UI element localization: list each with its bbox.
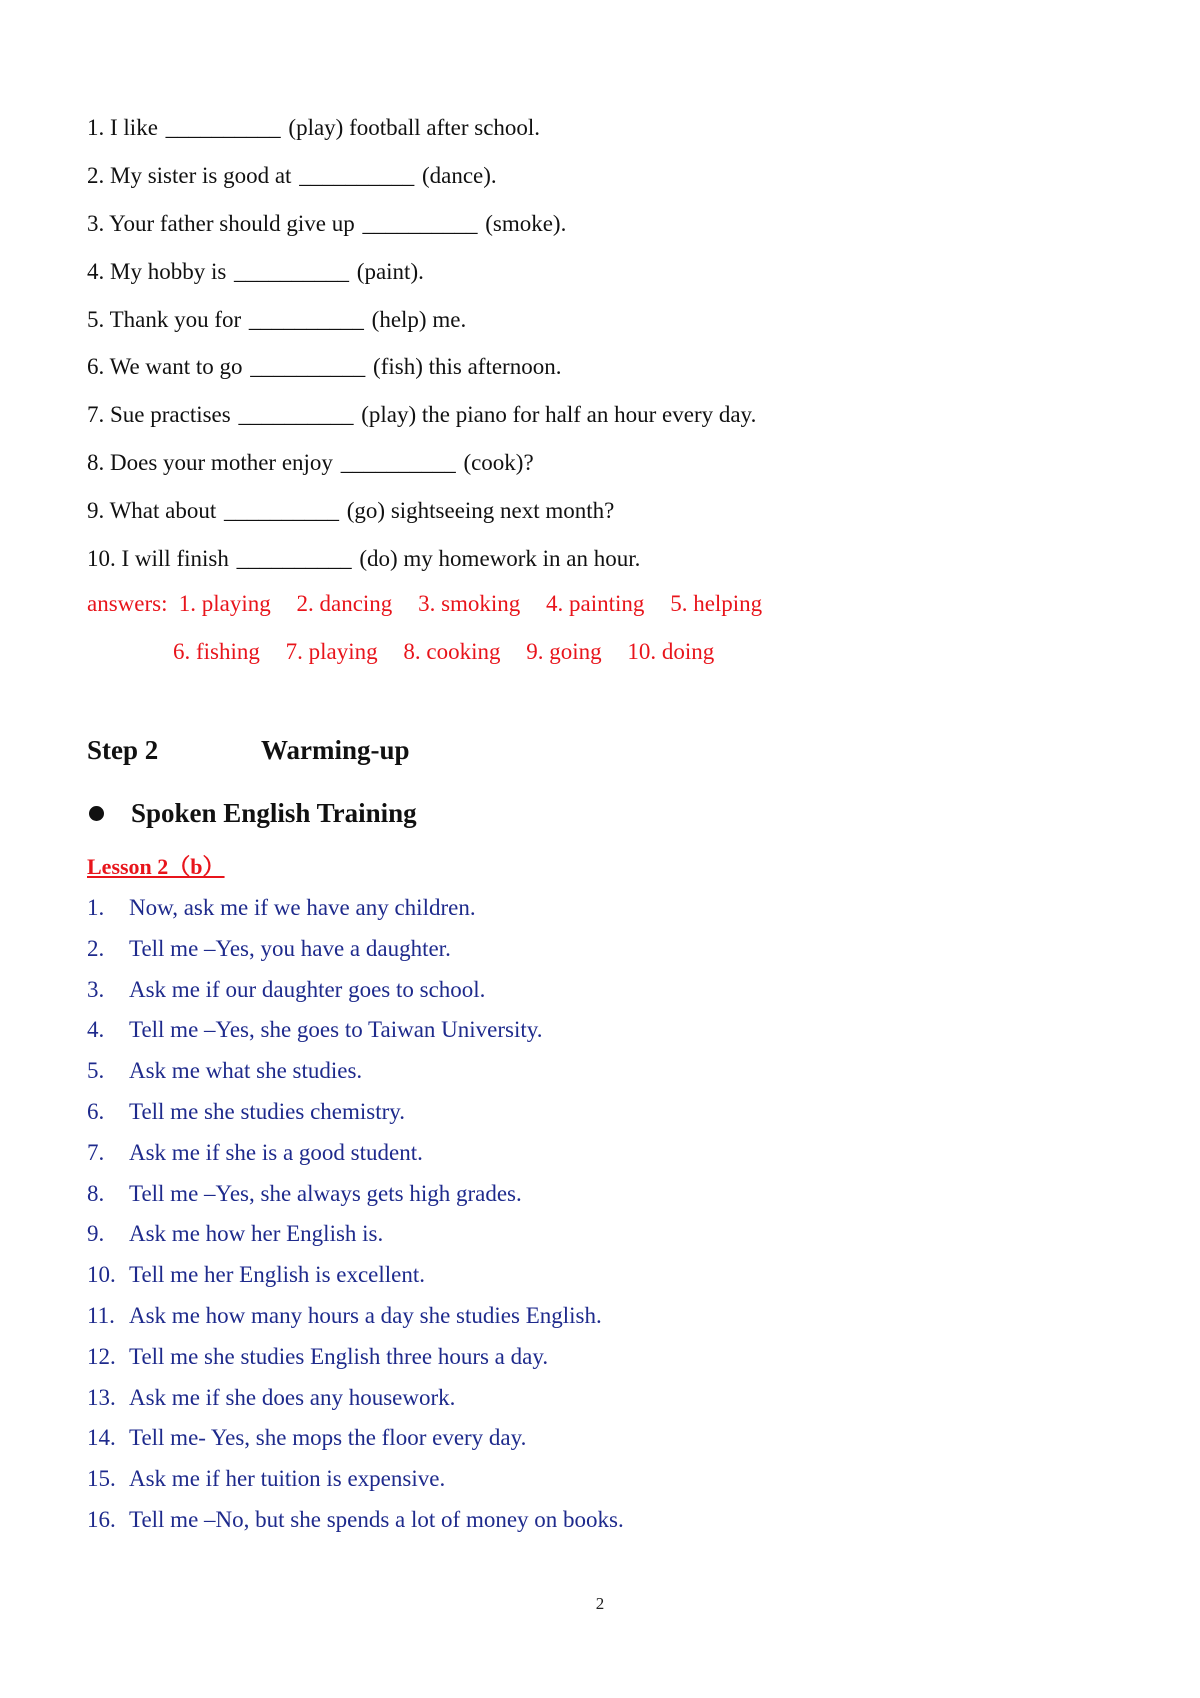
- fill-in-exercises: [87, 104, 1127, 583]
- list-item: 16. Tell me –No, but she spends a lot of money on books.: [87, 1506, 624, 1532]
- step-heading: [87, 735, 410, 766]
- list-item: 15. Ask me if her tuition is expensive.: [87, 1466, 446, 1492]
- answer-row: [87, 580, 782, 628]
- list-item: 7. Ask me if she is a good student.: [87, 1139, 423, 1165]
- list-item: 14. Tell me- Yes, she mops the floor every day.: [87, 1425, 527, 1451]
- lesson-title: Lesson 2（b）: [87, 854, 225, 879]
- list-item: 13. Ask me if she does any housework.: [87, 1384, 456, 1410]
- exercise-line: 6. We want to go __________ (fish) this afternoon.: [87, 354, 562, 380]
- answer-item: 5. helping: [670, 591, 763, 616]
- answer-key: [87, 580, 782, 676]
- list-item: 10. Tell me her English is excellent.: [87, 1262, 426, 1288]
- exercise-line: 4. My hobby is __________ (paint).: [87, 258, 424, 284]
- list-item: 9. Ask me how her English is.: [87, 1221, 384, 1247]
- list-item: 1. Now, ask me if we have any children.: [87, 895, 476, 920]
- exercise-line: 2. My sister is good at __________ (dance).: [87, 162, 497, 188]
- drill-list: [87, 888, 624, 1541]
- exercise-line: 3. Your father should give up __________ (smoke).: [87, 210, 567, 236]
- answer-item: 4. painting: [546, 591, 645, 616]
- bullet-icon: [89, 806, 104, 821]
- exercise-line: 10. I will finish __________ (do) my homework in an hour.: [87, 546, 641, 572]
- exercise-line: 1. I like __________ (play) football after school.: [87, 115, 541, 140]
- answer-item: 7. playing: [285, 638, 378, 664]
- answers-label: answers:: [87, 591, 168, 616]
- exercise-line: 8. Does your mother enjoy __________ (cook)?: [87, 450, 534, 476]
- exercise-line: 5. Thank you for __________ (help) me.: [87, 306, 467, 332]
- list-item: 5. Ask me what she studies.: [87, 1058, 363, 1084]
- section-heading: [87, 798, 417, 829]
- answer-item: 6. fishing: [173, 638, 260, 664]
- answer-item: 1. playing: [178, 591, 271, 616]
- section-title: Spoken English Training: [131, 798, 417, 828]
- answer-row: [87, 628, 782, 676]
- answer-item: 10. doing: [627, 638, 715, 664]
- exercise-line: 9. What about __________ (go) sightseeing next month?: [87, 498, 615, 524]
- answer-item: 3. smoking: [418, 591, 521, 616]
- list-item: 6. Tell me she studies chemistry.: [87, 1098, 406, 1124]
- list-item: 4. Tell me –Yes, she goes to Taiwan University.: [87, 1017, 543, 1043]
- list-item: 3. Ask me if our daughter goes to school.: [87, 976, 486, 1002]
- answer-item: 2. dancing: [296, 591, 393, 616]
- list-item: 12. Tell me she studies English three hours a day.: [87, 1343, 549, 1369]
- page-number: 2: [595, 1594, 605, 1613]
- step-title: Warming-up: [261, 735, 410, 765]
- step-number: Step 2: [87, 735, 159, 765]
- answer-item: 8. cooking: [403, 638, 501, 664]
- list-item: 2. Tell me –Yes, you have a daughter.: [87, 935, 451, 961]
- exercise-line: 7. Sue practises __________ (play) the piano for half an hour every day.: [87, 402, 757, 428]
- answer-item: 9. going: [526, 638, 602, 664]
- list-item: 11. Ask me how many hours a day she studies English.: [87, 1302, 602, 1328]
- list-item: 8. Tell me –Yes, she always gets high grades.: [87, 1180, 522, 1206]
